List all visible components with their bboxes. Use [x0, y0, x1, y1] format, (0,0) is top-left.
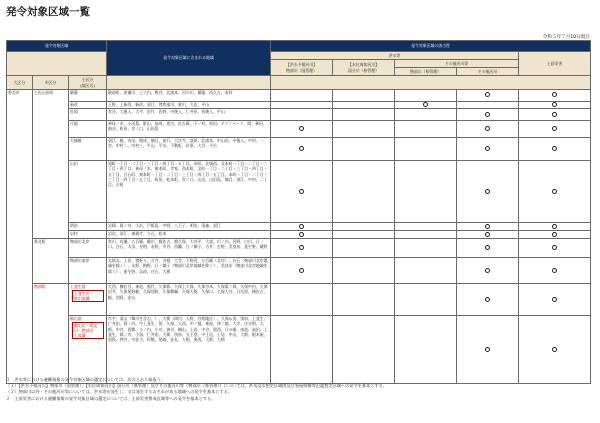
cell-applicability — [271, 316, 333, 384]
circle-mark-icon — [552, 224, 557, 229]
cell-applicability — [333, 161, 395, 223]
cell-applicability — [271, 109, 333, 121]
circle-mark-icon — [485, 224, 490, 229]
cell-applicability — [271, 223, 333, 231]
cell-small-area — [69, 109, 107, 121]
cell-small-area — [69, 121, 107, 138]
cell-large-area: 香美市 — [7, 90, 33, 384]
circle-mark-icon — [299, 146, 304, 151]
cell-applicability — [457, 121, 519, 138]
header-areas-blank — [107, 76, 271, 90]
header-marks-blank — [271, 76, 591, 90]
cell-applicability — [395, 90, 457, 102]
header-middle-area: 中区分 — [33, 76, 69, 90]
cell-applicability — [457, 223, 519, 231]
notes — [6, 377, 590, 402]
small-area-label: 明治 — [70, 223, 78, 229]
cell-applicability — [519, 316, 591, 384]
cell-applicability — [395, 231, 457, 239]
table-row — [7, 258, 591, 284]
cell-small-area — [69, 239, 107, 258]
cell-applicability — [457, 102, 519, 109]
circle-mark-icon — [552, 92, 557, 97]
cell-applicability — [395, 284, 457, 316]
cell-applicability — [519, 258, 591, 284]
cell-applicability — [271, 284, 333, 316]
header-river-a: 【洪水予報河川】 物部川（国管理） — [271, 60, 333, 76]
cell-contained-areas: 有谷、大後入、大平、佐竹、佐野、中後入、仁井田、西後入、平山 — [107, 109, 271, 121]
circle-mark-icon — [485, 232, 490, 237]
cell-applicability — [519, 121, 591, 138]
cell-small-area — [69, 223, 107, 231]
small-area-label: 山田 — [70, 161, 78, 167]
circle-mark-icon — [552, 112, 557, 117]
header-contained-area: 発令対象区域に含まれる地域 — [107, 41, 271, 76]
cell-applicability — [395, 121, 457, 138]
as-of-date: 令和５年７月10日現在 — [542, 35, 590, 40]
cell-applicability — [395, 223, 457, 231]
circle-mark-icon — [485, 112, 490, 117]
cell-middle-area: 物部町 — [33, 284, 69, 384]
cell-applicability — [333, 258, 395, 284]
cell-small-area — [69, 316, 107, 384]
table-row — [7, 231, 591, 239]
cell-applicability — [271, 90, 333, 102]
cell-applicability — [457, 258, 519, 284]
cell-applicability — [395, 258, 457, 284]
table-row — [7, 239, 591, 258]
circle-mark-icon — [552, 245, 557, 250]
table-body — [7, 90, 591, 384]
cell-applicability — [271, 258, 333, 284]
cell-applicability — [457, 239, 519, 258]
river-basin-note: 槙山川・明友川・物部川 上流域 — [72, 322, 104, 339]
small-area-label: 新改 — [70, 102, 78, 107]
cell-contained-areas: 有川、有瀬、五百蔵、橋川、梶佐古、梅久保、大井平、大束、川ノ内、河野、白川、日ノ口、白石、太田、谷相、永野、中谷、西灘、日ノ御子、古井、吉野、美良布、韮生野、蕨野 — [107, 239, 271, 258]
cell-applicability — [457, 138, 519, 161]
table-row — [7, 109, 591, 121]
header-other-b: その他河川 — [457, 68, 519, 76]
header-large-area: 大区分 — [7, 76, 33, 90]
circle-mark-icon — [485, 189, 490, 194]
circle-mark-icon — [485, 347, 490, 352]
table-row — [7, 121, 591, 138]
circle-mark-icon — [552, 146, 557, 151]
cell-applicability — [333, 231, 395, 239]
header-spacer — [7, 52, 107, 76]
cell-middle-area: 香北町 — [33, 239, 69, 284]
cell-applicability — [395, 109, 457, 121]
cell-contained-areas: 市宇、清山（舞川を含む。）、大栃（岡内、入野、谷相地区）、久保仏田、別府、上韮生、仁井田、岡ノ内、中上韮生、笹、久保、大西、中ノ越、神池、津ノ越、大寺、庄谷相、大栃、中井、西熊、小ノ内、小川、神谷、槇山、土居、中谷、奥西、日の浦、南池、高田、上韮生、岡ノ内、小黒、仁井田、大栃、別府、五王堂、中土居、土居、中山、大栃、根木屋、別役、押谷、中佐古、杉熊、尾崎、安丸、大栃、奥西、大栃、大栃 — [107, 316, 271, 384]
cell-applicability — [333, 223, 395, 231]
circle-mark-icon — [299, 232, 304, 237]
circle-mark-icon — [485, 268, 490, 273]
circle-mark-icon — [299, 189, 304, 194]
cell-contained-areas: 入野、上新改、新改、須江、曽我部川、東川、久次、平山 — [107, 102, 271, 109]
cell-applicability — [271, 102, 333, 109]
cell-applicability — [519, 102, 591, 109]
header-target-area: 発令対象区域 — [7, 41, 107, 52]
circle-mark-icon — [485, 146, 490, 151]
cell-applicability — [333, 90, 395, 102]
circle-mark-icon — [485, 297, 490, 302]
circle-mark-icon — [552, 126, 557, 131]
cell-small-area — [69, 102, 107, 109]
cell-applicability — [395, 138, 457, 161]
cell-middle-area: 土佐山田町 — [33, 90, 69, 239]
cell-applicability — [395, 239, 457, 258]
header-landslide: 土砂災害 — [519, 52, 591, 76]
small-area-label: 物部川南岸 — [70, 258, 90, 264]
table-row — [7, 223, 591, 231]
cell-applicability — [519, 231, 591, 239]
header-other-a: 物部川（県管理） — [395, 68, 457, 76]
cell-applicability — [457, 284, 519, 316]
small-area-label: 岩村 — [70, 231, 78, 237]
cell-contained-areas: 太郎丸、土居、猪野々、吉井、谷相、大寺、下野尻、五百蔵（北岸）、白石（物部川北岸地域を除く）、永野、梅野、日ノ御子（物部川北岸地域を除く）、美良布（物部川北岸地域を除く）、韮生野、岩改、白石、大栃 — [107, 258, 271, 284]
note-line: １ 洪水等における避難情報の発令対象区域の選定については、次のとおり取扱う。 — [6, 377, 166, 382]
small-area-label: 物部川北岸 — [70, 239, 90, 245]
small-area-label: 片地 — [70, 121, 78, 127]
cell-applicability — [333, 138, 395, 161]
circle-mark-icon — [552, 232, 557, 237]
small-area-label: 大楠植 — [70, 138, 82, 144]
table-row — [7, 90, 591, 102]
cell-applicability — [519, 138, 591, 161]
circle-mark-icon — [552, 268, 557, 273]
cell-applicability — [519, 90, 591, 102]
table-row — [7, 284, 591, 316]
cell-applicability — [271, 138, 333, 161]
cell-contained-areas: 神母ノ木、小田島、影山、加茂、逆川、佐古薮、下ノ村、杉田、テクノパーク、間、林田、船谷、町田、宮ノ口、山田島 — [107, 121, 271, 138]
cell-applicability — [457, 231, 519, 239]
cell-contained-areas: 大西、横荘谷、神池、黒代、久保影、久保上久保、久保谷米、久保梁ノ岡、久保中内、久保沼井、久保尾野梶、久保別府、久保柳瀬、久保大栃、久保口、久保大谷、日比原、楮佐古、梶、別役、安丸 — [107, 284, 271, 316]
cell-small-area — [69, 138, 107, 161]
circle-mark-icon — [552, 189, 557, 194]
cell-applicability — [271, 121, 333, 138]
small-area-label: 佐岡 — [70, 109, 78, 115]
circle-mark-icon — [299, 126, 304, 131]
cell-applicability — [333, 109, 395, 121]
cell-applicability — [457, 109, 519, 121]
page-title: 発令対象区域一覧 — [6, 6, 90, 18]
circle-mark-icon — [552, 102, 557, 107]
cell-applicability — [457, 161, 519, 223]
circle-mark-icon — [299, 245, 304, 250]
circle-mark-icon — [552, 297, 557, 302]
cell-applicability — [519, 223, 591, 231]
target-area-table — [6, 40, 591, 384]
table-row — [7, 102, 591, 109]
circle-mark-icon — [485, 245, 490, 250]
cell-applicability — [333, 316, 395, 384]
cell-small-area — [69, 258, 107, 284]
cell-applicability — [271, 161, 333, 223]
cell-contained-areas: 岩次、須江、神通寺、立石、松本 — [107, 231, 271, 239]
header-applicability: 発令対象区域の該当性 — [271, 41, 591, 52]
cell-contained-areas: 岩積、岡ノ内、小浜、戸板島、中野、八王子、明治、清連、須江 — [107, 223, 271, 231]
cell-applicability — [333, 121, 395, 138]
small-area-label: 槙山筋 — [70, 316, 82, 322]
cell-applicability — [271, 231, 333, 239]
cell-small-area — [69, 231, 107, 239]
cell-small-area — [69, 284, 107, 316]
table-row — [7, 161, 591, 223]
small-area-label: 上韮生筋 — [70, 284, 86, 290]
cell-applicability — [519, 284, 591, 316]
header-small-area: 小区分 (地区名) — [69, 76, 107, 90]
small-area-label: 繁藤 — [70, 90, 78, 95]
note-line: （２）物部川以外・その他河川等については、洪水等が発生し、又は発生するおそれがある地域への発令を基本とする。 — [6, 389, 233, 395]
cell-contained-areas: 駅前町、逆瀬川、上穴内、樫谷、北滝本、河の川、繁藤、西久万、本村 — [107, 90, 271, 102]
cell-applicability — [457, 90, 519, 102]
cell-applicability — [519, 239, 591, 258]
table-row — [7, 316, 591, 384]
circle-mark-icon — [299, 268, 304, 273]
cell-applicability — [271, 239, 333, 258]
cell-small-area — [69, 90, 107, 102]
circle-mark-icon — [485, 92, 490, 97]
note-line: （１）【洪水予報河川】物部川（国管理）、【水位周知河川】国分川（県管理）及びその他河川等（物部川（県管理））については、洪水浸水想定区域図及び家屋倒壊等氾濫想定区域への発令を基本とする。 — [6, 383, 387, 389]
header-river-b: 【水位周知河川】 国分川（県管理） — [333, 60, 395, 76]
circle-mark-icon — [423, 102, 428, 107]
cell-applicability — [395, 316, 457, 384]
river-basin-note: 上韮生川・ 笹川流域 — [72, 290, 104, 302]
cell-applicability — [333, 102, 395, 109]
header-other-rivers: その他河川等 — [395, 60, 519, 68]
note-line: ２ 土砂災害における避難情報の発令対象区域の選定については、土砂災害警戒区域等への発令を基本とする。 — [6, 395, 216, 401]
header-flood: 洪水等 — [271, 52, 519, 60]
cell-contained-areas: 須江、植、内田、開成、楠目、前行、大法寺、談原、北滝本、中山田、中後入、中村、一宮、中村二、中村三、平山、平川、不動町、伏原、大谷、予岳 — [107, 138, 271, 161]
cell-contained-areas: 旭町一丁目・二丁目・三丁目・四丁目・五丁目、栄町、北城西、北本町一丁目・二丁目・三丁目・四丁目、神母ノ木、東本町、寺家、西本町、宝町一丁目・二丁目・三丁目・四丁目・五丁目、百石町、東本町一丁目・二丁目・三丁目・四丁目・五丁目、本町一丁目・二丁目・三丁目・四丁目・五丁目、町田、松本町、宮ノ口、山田、山田島、楠目、須江、中村、二丁目、古町 — [107, 161, 271, 223]
cell-applicability — [457, 316, 519, 384]
circle-mark-icon — [552, 347, 557, 352]
cell-applicability — [333, 284, 395, 316]
circle-mark-icon — [299, 224, 304, 229]
cell-applicability — [395, 161, 457, 223]
cell-applicability — [519, 109, 591, 121]
cell-small-area — [69, 161, 107, 223]
cell-applicability — [395, 102, 457, 109]
circle-mark-icon — [485, 126, 490, 131]
cell-applicability — [333, 239, 395, 258]
table-row — [7, 138, 591, 161]
cell-applicability — [519, 161, 591, 223]
